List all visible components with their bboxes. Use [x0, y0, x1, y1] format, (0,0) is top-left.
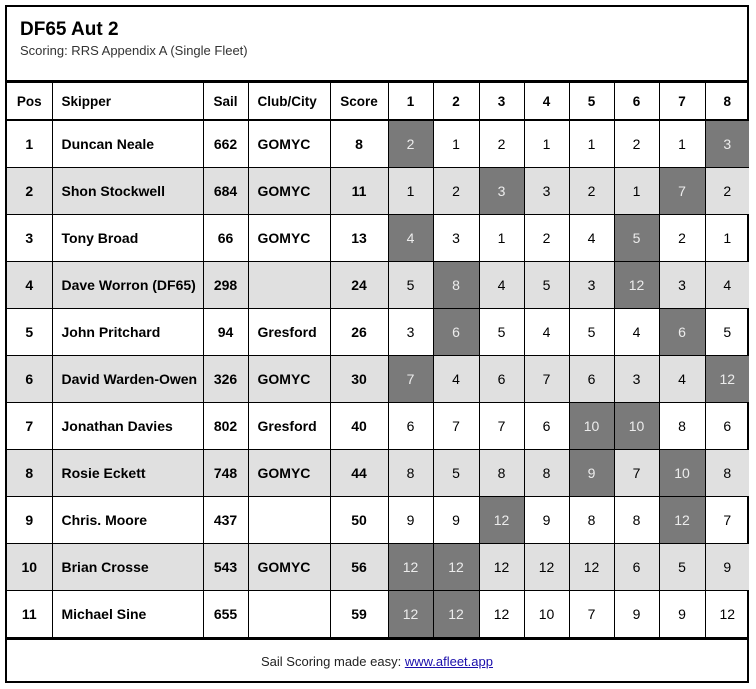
- col-header-race-6: 6: [614, 83, 659, 121]
- race-cell: 8: [524, 450, 569, 497]
- club-cell: GOMYC: [248, 356, 330, 403]
- race-cell: 4: [433, 356, 479, 403]
- race-cell: 8: [569, 497, 614, 544]
- club-cell: Gresford: [248, 309, 330, 356]
- race-cell: 5: [569, 309, 614, 356]
- discarded-race-cell: 12: [614, 262, 659, 309]
- skipper-cell: Shon Stockwell: [52, 168, 203, 215]
- table-row: [7, 309, 749, 356]
- sail-cell: 298: [203, 262, 248, 309]
- sail-cell: 437: [203, 497, 248, 544]
- pos-cell: 4: [7, 262, 52, 309]
- race-cell: 9: [705, 544, 749, 591]
- race-cell: 4: [479, 262, 524, 309]
- race-cell: 3: [524, 168, 569, 215]
- title-block: [7, 7, 747, 82]
- discarded-race-cell: 9: [569, 450, 614, 497]
- scoring-subtitle: Scoring: RRS Appendix A (Single Fleet): [20, 43, 248, 58]
- skipper-cell: Rosie Eckett: [52, 450, 203, 497]
- race-cell: 12: [705, 591, 749, 638]
- discarded-race-cell: 10: [614, 403, 659, 450]
- club-cell: GOMYC: [248, 215, 330, 262]
- score-cell: 50: [330, 497, 388, 544]
- score-cell: 8: [330, 120, 388, 168]
- club-cell: [248, 497, 330, 544]
- score-cell: 24: [330, 262, 388, 309]
- score-cell: 26: [330, 309, 388, 356]
- race-cell: 2: [614, 120, 659, 168]
- col-header-race-8: 8: [705, 83, 749, 121]
- col-header-skipper: Skipper: [52, 83, 203, 121]
- col-header-race-3: 3: [479, 83, 524, 121]
- pos-cell: 9: [7, 497, 52, 544]
- sail-cell: 662: [203, 120, 248, 168]
- race-cell: 8: [479, 450, 524, 497]
- pos-cell: 11: [7, 591, 52, 638]
- race-cell: 7: [705, 497, 749, 544]
- race-cell: 8: [659, 403, 705, 450]
- col-header-race-4: 4: [524, 83, 569, 121]
- race-cell: 5: [705, 309, 749, 356]
- race-cell: 9: [614, 591, 659, 638]
- skipper-cell: Dave Worron (DF65): [52, 262, 203, 309]
- pos-cell: 6: [7, 356, 52, 403]
- race-cell: 1: [569, 120, 614, 168]
- sail-cell: 748: [203, 450, 248, 497]
- race-cell: 3: [433, 215, 479, 262]
- footer-text: Sail Scoring made easy:: [261, 654, 405, 669]
- race-cell: 7: [569, 591, 614, 638]
- pos-cell: 5: [7, 309, 52, 356]
- skipper-cell: Duncan Neale: [52, 120, 203, 168]
- sail-cell: 326: [203, 356, 248, 403]
- race-cell: 4: [659, 356, 705, 403]
- sail-cell: 655: [203, 591, 248, 638]
- race-cell: 9: [433, 497, 479, 544]
- race-cell: 3: [614, 356, 659, 403]
- col-header-pos: Pos: [7, 83, 52, 121]
- race-cell: 4: [569, 215, 614, 262]
- race-cell: 9: [659, 591, 705, 638]
- pos-cell: 7: [7, 403, 52, 450]
- race-cell: 2: [705, 168, 749, 215]
- table-row: [7, 262, 749, 309]
- race-cell: 8: [705, 450, 749, 497]
- discarded-race-cell: 7: [659, 168, 705, 215]
- afleet-link[interactable]: www.afleet.app: [404, 654, 493, 669]
- table-row: [7, 544, 749, 591]
- race-cell: 12: [479, 544, 524, 591]
- race-cell: 8: [614, 497, 659, 544]
- col-header-score: Score: [330, 83, 388, 121]
- race-cell: 9: [524, 497, 569, 544]
- club-cell: [248, 591, 330, 638]
- club-cell: GOMYC: [248, 544, 330, 591]
- discarded-race-cell: 8: [433, 262, 479, 309]
- score-cell: 11: [330, 168, 388, 215]
- race-cell: 7: [479, 403, 524, 450]
- race-cell: 2: [569, 168, 614, 215]
- skipper-cell: John Pritchard: [52, 309, 203, 356]
- discarded-race-cell: 5: [614, 215, 659, 262]
- footer: [7, 638, 747, 683]
- race-cell: 6: [479, 356, 524, 403]
- race-cell: 3: [569, 262, 614, 309]
- table-row: [7, 497, 749, 544]
- race-cell: 6: [705, 403, 749, 450]
- race-cell: 1: [388, 168, 433, 215]
- race-cell: 6: [388, 403, 433, 450]
- race-cell: 9: [388, 497, 433, 544]
- discarded-race-cell: 6: [433, 309, 479, 356]
- discarded-race-cell: 2: [388, 120, 433, 168]
- race-cell: 1: [659, 120, 705, 168]
- race-cell: 5: [388, 262, 433, 309]
- results-sheet: [5, 5, 749, 683]
- pos-cell: 10: [7, 544, 52, 591]
- score-cell: 59: [330, 591, 388, 638]
- pos-cell: 8: [7, 450, 52, 497]
- score-cell: 40: [330, 403, 388, 450]
- race-cell: 2: [479, 120, 524, 168]
- race-cell: 6: [614, 544, 659, 591]
- results-body: [7, 120, 749, 638]
- race-cell: 6: [524, 403, 569, 450]
- col-header-race-1: 1: [388, 83, 433, 121]
- club-cell: GOMYC: [248, 120, 330, 168]
- sail-cell: 543: [203, 544, 248, 591]
- table-row: [7, 356, 749, 403]
- race-cell: 5: [433, 450, 479, 497]
- table-row: [7, 168, 749, 215]
- sail-cell: 802: [203, 403, 248, 450]
- header-row: [7, 83, 749, 121]
- skipper-cell: Jonathan Davies: [52, 403, 203, 450]
- race-cell: 5: [479, 309, 524, 356]
- skipper-cell: Michael Sine: [52, 591, 203, 638]
- col-header-race-2: 2: [433, 83, 479, 121]
- club-cell: [248, 262, 330, 309]
- club-cell: Gresford: [248, 403, 330, 450]
- race-cell: 1: [614, 168, 659, 215]
- results-table: [7, 82, 749, 638]
- race-cell: 6: [569, 356, 614, 403]
- discarded-race-cell: 12: [388, 544, 433, 591]
- race-cell: 2: [433, 168, 479, 215]
- discarded-race-cell: 10: [659, 450, 705, 497]
- pos-cell: 2: [7, 168, 52, 215]
- col-header-club: Club/City: [248, 83, 330, 121]
- score-cell: 30: [330, 356, 388, 403]
- page-title: DF65 Aut 2: [20, 19, 119, 40]
- pos-cell: 3: [7, 215, 52, 262]
- club-cell: GOMYC: [248, 450, 330, 497]
- race-cell: 8: [388, 450, 433, 497]
- discarded-race-cell: 10: [569, 403, 614, 450]
- race-cell: 7: [433, 403, 479, 450]
- table-row: [7, 591, 749, 638]
- race-cell: 1: [524, 120, 569, 168]
- race-cell: 4: [705, 262, 749, 309]
- race-cell: 3: [659, 262, 705, 309]
- sail-cell: 684: [203, 168, 248, 215]
- sail-cell: 66: [203, 215, 248, 262]
- discarded-race-cell: 12: [705, 356, 749, 403]
- race-cell: 12: [479, 591, 524, 638]
- race-cell: 1: [433, 120, 479, 168]
- race-cell: 2: [524, 215, 569, 262]
- discarded-race-cell: 6: [659, 309, 705, 356]
- pos-cell: 1: [7, 120, 52, 168]
- race-cell: 4: [524, 309, 569, 356]
- discarded-race-cell: 12: [388, 591, 433, 638]
- race-cell: 12: [569, 544, 614, 591]
- club-cell: GOMYC: [248, 168, 330, 215]
- race-cell: 7: [524, 356, 569, 403]
- discarded-race-cell: 3: [705, 120, 749, 168]
- table-row: [7, 403, 749, 450]
- race-cell: 5: [659, 544, 705, 591]
- race-cell: 4: [614, 309, 659, 356]
- race-cell: 2: [659, 215, 705, 262]
- race-cell: 1: [705, 215, 749, 262]
- race-cell: 10: [524, 591, 569, 638]
- discarded-race-cell: 12: [433, 591, 479, 638]
- skipper-cell: Brian Crosse: [52, 544, 203, 591]
- race-cell: 12: [524, 544, 569, 591]
- table-row: [7, 215, 749, 262]
- race-cell: 5: [524, 262, 569, 309]
- skipper-cell: David Warden-Owen: [52, 356, 203, 403]
- discarded-race-cell: 12: [479, 497, 524, 544]
- sail-cell: 94: [203, 309, 248, 356]
- race-cell: 7: [614, 450, 659, 497]
- col-header-race-5: 5: [569, 83, 614, 121]
- race-cell: 1: [479, 215, 524, 262]
- discarded-race-cell: 3: [479, 168, 524, 215]
- skipper-cell: Tony Broad: [52, 215, 203, 262]
- score-cell: 44: [330, 450, 388, 497]
- discarded-race-cell: 4: [388, 215, 433, 262]
- score-cell: 56: [330, 544, 388, 591]
- discarded-race-cell: 7: [388, 356, 433, 403]
- col-header-race-7: 7: [659, 83, 705, 121]
- discarded-race-cell: 12: [433, 544, 479, 591]
- table-row: [7, 120, 749, 168]
- skipper-cell: Chris. Moore: [52, 497, 203, 544]
- race-cell: 3: [388, 309, 433, 356]
- col-header-sail: Sail: [203, 83, 248, 121]
- table-row: [7, 450, 749, 497]
- discarded-race-cell: 12: [659, 497, 705, 544]
- score-cell: 13: [330, 215, 388, 262]
